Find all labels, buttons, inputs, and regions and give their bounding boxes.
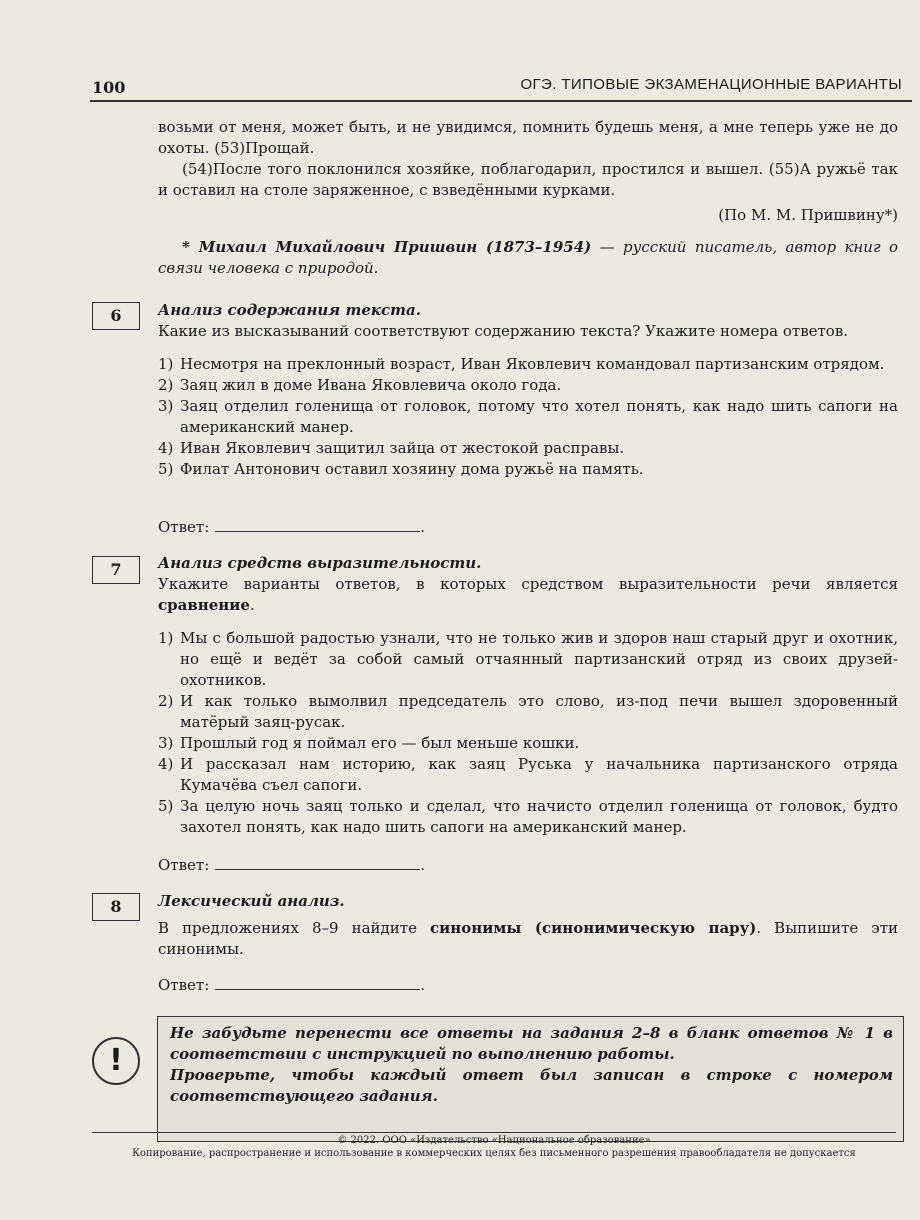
task-7 [158,553,898,838]
task-7-option: 4) И рассказал нам историю, как заяц Руська у начальника партизанского отряда Кумачёва съел сапоги. [158,755,898,794]
header-rule [90,100,912,102]
task-6-option: 5) Филат Антонович оставил хозяину дома ружьё на память. [158,460,644,478]
task-8-question-term: синонимы (синонимическую пару) [430,919,757,937]
notice-line-1: Не забудьте перенести все ответы на задания 2–8 в бланк ответов № 1 в соответствии с инструкцией по выполнению работы. [170,1024,893,1063]
passage-paragraph-1: возьми от меня, может быть, и не увидимся, помнить будешь меня, а мне теперь уже не до охоты. (53)Прощай. [158,118,898,157]
task-7-options [158,628,898,838]
task-8-answer: Ответ: . [158,976,426,994]
task-7-answer-line[interactable] [215,855,420,870]
task-6-option: 4) Иван Яковлевич защитил зайца от жестокой расправы. [158,439,625,457]
task-7-option: 3) Прошлый год я поймал его — был меньше кошки. [158,734,580,752]
task-8 [158,891,898,960]
footer-copyright: © 2022. ООО «Издательство «Национальное образование» [337,1135,651,1146]
task-6-answer-line[interactable] [215,517,420,532]
task-6-option: 3) Заяц отделил голенища от головок, потому что хотел понять, как надо шить сапоги на американский манер. [158,397,898,436]
task-6-question: Какие из высказываний соответствуют содержанию текста? Укажите номера ответов. [158,322,849,340]
task-7-question-term: сравнение [158,596,250,614]
task-8-question: В предложениях 8–9 найдите синонимы (синонимическую пару). Выпишите эти синонимы. [158,919,898,958]
task-7-title: Анализ средств выразительности. [158,554,482,572]
task-6-option: 2) Заяц жил в доме Ивана Яковлевича около года. [158,376,562,394]
task-7-answer-label: Ответ: [158,856,210,874]
page-number: 100 [92,78,126,97]
task-7-option: 2) И как только вымолвил председатель это слово, из-под печи вышел здоровенный матёрый заяц-русак. [158,692,898,731]
task-7-number-box: 7 [92,556,140,584]
footer-rule [92,1132,896,1133]
notice-box [157,1016,904,1142]
passage-source: (По М. М. Пришвину*) [718,206,898,224]
notice-line-2: Проверьте, чтобы каждый ответ был записан в строке с номером соответствующего задания. [170,1066,893,1105]
task-7-question: Укажите варианты ответов, в которых средством выразительности речи является сравнение. [158,575,898,614]
author-footnote [158,237,898,279]
task-8-answer-line[interactable] [215,975,420,990]
task-6 [158,300,898,480]
task-6-number-box: 6 [92,302,140,330]
task-6-option: 1) Несмотря на преклонный возраст, Иван Яковлевич командовал партизанским отрядом. [158,355,885,373]
task-7-option: 5) За целую ночь заяц только и сделал, что начисто отделил голенища от головок, будто захотел понять, как надо шить сапоги на американский манер. [158,797,898,836]
task-8-answer-label: Ответ: [158,976,210,994]
page-header-title: ОГЭ. ТИПОВЫЕ ЭКЗАМЕНАЦИОННЫЕ ВАРИАНТЫ [520,76,902,93]
task-6-answer-label: Ответ: [158,518,210,536]
task-8-title: Лексический анализ. [158,892,345,910]
footer-rights: Копирование, распространение и использование в коммерческих целях без письменного разрешения правообладателя не допускается [132,1148,856,1159]
passage-paragraph-2: (54)После того поклонился хозяйке, поблагодарил, простился и вышел. (55)А ружьё так и оставил на столе заряженное, с взведёнными курками. [158,160,898,199]
task-6-options [158,354,898,480]
task-7-answer: Ответ: . [158,856,426,874]
footnote-author-name: * Михаил Михайлович Пришвин (1873–1954) [182,238,592,256]
footnote-author-description: — русский писатель, автор книг о связи человека с природой. [158,238,898,277]
task-7-option: 1) Мы с большой радостью узнали, что не только жив и здоров наш старый друг и охотник, но ещё и ведёт за собой самый отчаянный партизанский отряд из своих друзей-охотников. [158,629,898,689]
exclamation-icon: ! [92,1037,140,1085]
notice-text [170,1023,893,1107]
task-8-number-box: 8 [92,893,140,921]
task-6-title: Анализ содержания текста. [158,301,421,319]
task-6-answer: Ответ: . [158,518,426,536]
